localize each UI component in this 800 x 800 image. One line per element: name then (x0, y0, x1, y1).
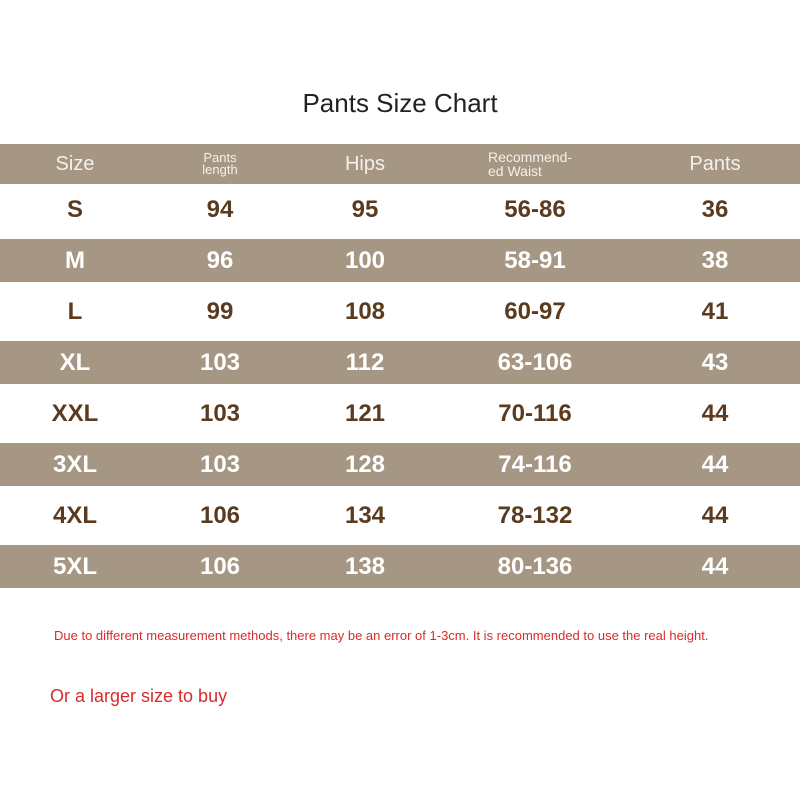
cell-waist: 70-116 (498, 399, 572, 427)
cell-length: 94 (206, 195, 234, 223)
cell-waist: 63-106 (497, 348, 573, 376)
table-row (0, 392, 800, 435)
size-table (0, 144, 800, 596)
table-row (0, 239, 800, 282)
cell-pants: 44 (701, 552, 729, 580)
header-waist-line1: Recommend- (488, 149, 573, 165)
cell-size: S (66, 195, 83, 223)
header-pants-length (150, 152, 290, 176)
cell-size: L (67, 297, 83, 325)
header-size: Size (55, 152, 95, 175)
header-hips: Hips (344, 152, 385, 175)
cell-hips: 95 (351, 195, 379, 223)
cell-pants: 43 (701, 348, 729, 376)
cell-waist: 80-136 (497, 552, 573, 580)
cell-size: XL (59, 348, 91, 376)
cell-hips: 138 (344, 552, 386, 580)
header-recommended-waist (440, 150, 630, 178)
cell-size: M (65, 246, 85, 274)
header-pants-length-line1: Pants (203, 150, 237, 165)
cell-size: XXL (51, 399, 99, 427)
header-pants-length-line2: length (202, 162, 238, 177)
cell-hips: 134 (344, 501, 386, 529)
cell-length: 103 (199, 450, 241, 478)
table-row (0, 494, 800, 537)
cell-length: 99 (206, 297, 234, 325)
cell-waist: 74-116 (498, 450, 572, 478)
measurement-note: Due to different measurement methods, there may be an error of 1-3cm. It is recommended to use the real height. (54, 628, 709, 643)
cell-hips: 112 (345, 348, 385, 376)
cell-waist: 78-132 (497, 501, 573, 529)
cell-waist: 58-91 (504, 246, 566, 274)
cell-pants: 44 (701, 450, 729, 478)
cell-length: 103 (199, 399, 241, 427)
cell-length: 96 (206, 246, 234, 274)
table-row (0, 545, 800, 588)
cell-pants: 44 (701, 501, 729, 529)
table-row (0, 188, 800, 231)
cell-pants: 36 (701, 195, 729, 223)
cell-size: 5XL (52, 552, 97, 580)
cell-pants: 38 (701, 246, 729, 274)
cell-length: 106 (199, 552, 241, 580)
cell-hips: 108 (344, 297, 386, 325)
table-row (0, 290, 800, 333)
cell-length: 103 (199, 348, 241, 376)
cell-hips: 121 (344, 399, 386, 427)
cell-hips: 100 (344, 246, 386, 274)
cell-waist: 56-86 (504, 195, 566, 223)
cell-pants: 44 (701, 399, 729, 427)
cell-size: 4XL (52, 501, 97, 529)
page-title: Pants Size Chart (302, 88, 498, 118)
table-row (0, 443, 800, 486)
size-advice-note: Or a larger size to buy (50, 686, 228, 706)
cell-size: 3XL (52, 450, 97, 478)
cell-length: 106 (199, 501, 241, 529)
cell-waist: 60-97 (504, 297, 566, 325)
cell-hips: 128 (344, 450, 386, 478)
table-row (0, 341, 800, 384)
table-header (0, 144, 800, 184)
header-waist-line2: ed Waist (488, 163, 542, 179)
header-pants: Pants (689, 152, 741, 175)
cell-pants: 41 (701, 297, 729, 325)
